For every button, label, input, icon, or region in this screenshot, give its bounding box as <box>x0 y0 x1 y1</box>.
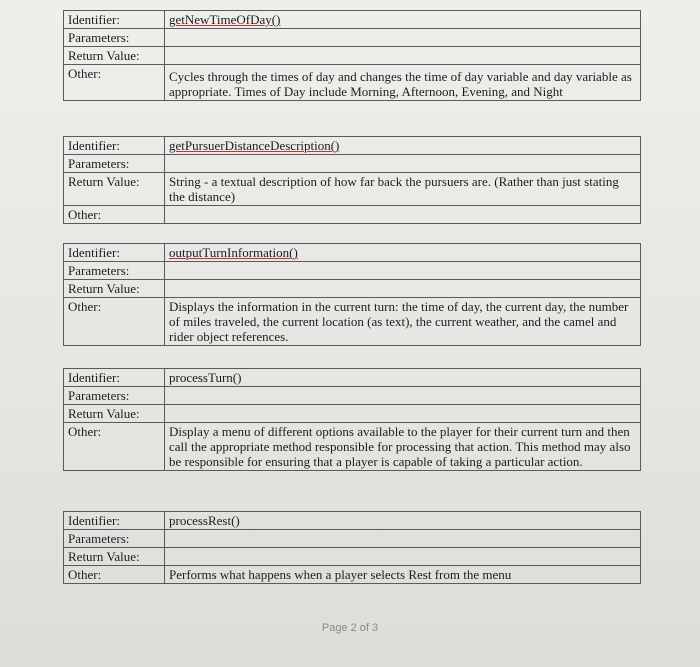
other-label: Other: <box>64 206 165 224</box>
method-table-getnewtimeofday <box>63 10 641 101</box>
parameters-value <box>165 155 641 173</box>
page-number: Page 2 of 3 <box>321 622 379 634</box>
parameters-label: Parameters: <box>64 29 165 47</box>
identifier-value: getNewTimeOfDay() <box>165 11 641 29</box>
method-table-outputturninformation <box>63 243 641 346</box>
parameters-label: Parameters: <box>64 530 165 548</box>
parameters-label: Parameters: <box>64 155 165 173</box>
parameters-value <box>165 262 641 280</box>
parameters-label: Parameters: <box>64 387 165 405</box>
return-value-label: Return Value: <box>64 173 165 206</box>
identifier-value: processRest() <box>165 512 641 530</box>
identifier-label: Identifier: <box>64 137 165 155</box>
method-table-processrest <box>63 511 641 584</box>
other-value: Performs what happens when a player selects Rest from the menu <box>165 566 641 584</box>
other-label: Other: <box>64 298 165 346</box>
other-value <box>165 206 641 224</box>
method-table-getpursuerdistancedescription <box>63 136 641 224</box>
parameters-value <box>165 29 641 47</box>
identifier-label: Identifier: <box>64 369 165 387</box>
return-value: String - a textual description of how far back the pursuers are. (Rather than just stating the distance) <box>165 173 641 206</box>
return-value <box>165 405 641 423</box>
other-label: Other: <box>64 423 165 471</box>
return-value <box>165 548 641 566</box>
parameters-value <box>165 530 641 548</box>
other-label: Other: <box>64 65 165 101</box>
other-label: Other: <box>64 566 165 584</box>
identifier-label: Identifier: <box>64 11 165 29</box>
parameters-label: Parameters: <box>64 262 165 280</box>
identifier-value: processTurn() <box>165 369 641 387</box>
identifier-value: getPursuerDistanceDescription() <box>165 137 641 155</box>
other-value: Display a menu of different options available to the player for their current turn and then call the appropriate method responsible for processing that action. This method may also be responsible for ensuring that a player is capable of taking a particular action. <box>165 423 641 471</box>
identifier-label: Identifier: <box>64 512 165 530</box>
return-value <box>165 280 641 298</box>
identifier-label: Identifier: <box>64 244 165 262</box>
method-table-processturn <box>63 368 641 471</box>
return-value-label: Return Value: <box>64 280 165 298</box>
other-value: Cycles through the times of day and changes the time of day variable and day variable as appropriate. Times of Day include Morning, Afternoon, Evening, and Night <box>165 65 641 101</box>
return-value-label: Return Value: <box>64 47 165 65</box>
return-value-label: Return Value: <box>64 548 165 566</box>
identifier-value: outputTurnInformation() <box>165 244 641 262</box>
return-value-label: Return Value: <box>64 405 165 423</box>
other-value: Displays the information in the current turn: the time of day, the current day, the number of miles traveled, the current location (as text), the current weather, and the camel and rider object references. <box>165 298 641 346</box>
parameters-value <box>165 387 641 405</box>
return-value <box>165 47 641 65</box>
